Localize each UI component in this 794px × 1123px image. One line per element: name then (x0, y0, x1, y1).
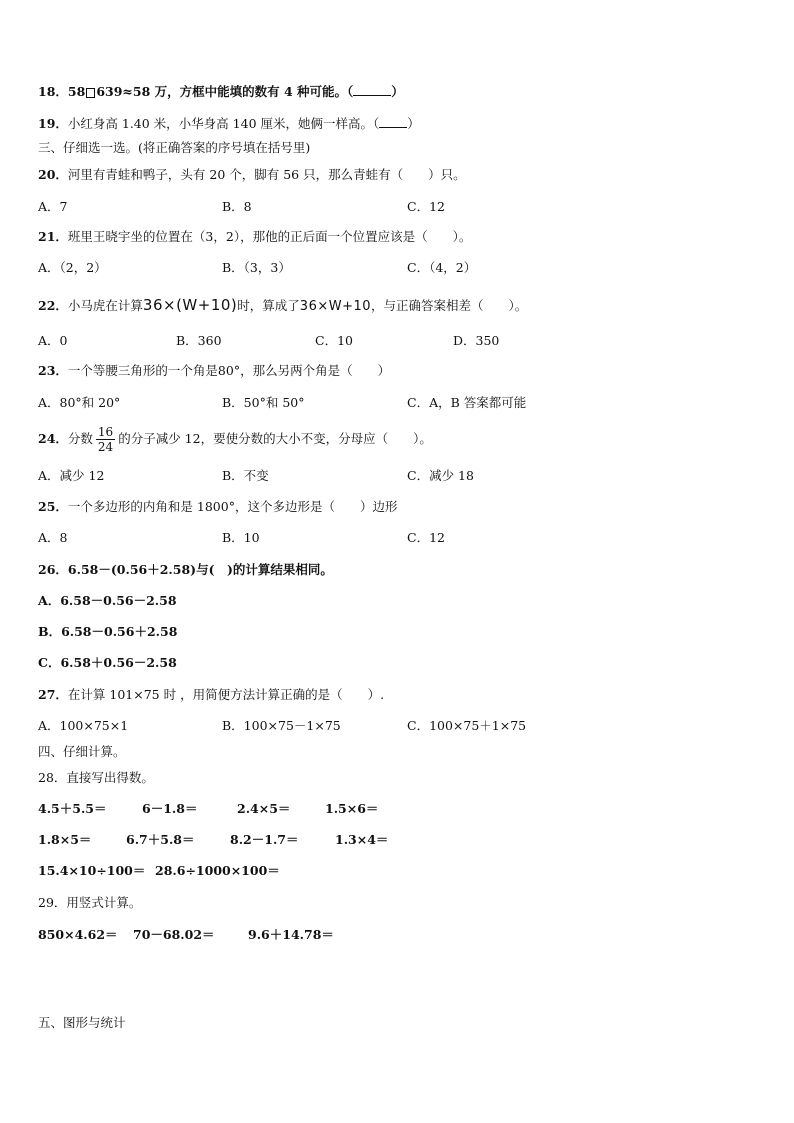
expression-image-2: 36×W+10 (299, 299, 372, 314)
calc-item: 1.5×6＝ (325, 801, 379, 816)
q22-option-d[interactable]: D．350 (453, 333, 500, 348)
calc-item: 6.7＋5.8＝ (126, 832, 195, 847)
q21-option-c[interactable]: C．（4，2） (407, 260, 477, 275)
question-24: 24．分数 $\frac{16}{24}$ 的分子减少 12，要使分数的大小不变，分母应（ ）。 (38, 425, 432, 454)
calc-item: 1.8×5＝ (38, 832, 92, 847)
q20-option-a[interactable]: A．7 (38, 199, 68, 214)
square-box (86, 88, 95, 98)
q26-option-a[interactable]: A．6.58－0.56－2.58 (38, 593, 177, 608)
calc-item: 28.6÷1000×100＝ (155, 863, 280, 878)
q24-option-b[interactable]: B．不变 (222, 468, 269, 483)
question-27: 27．在计算 101×75 时 ，用简便方法计算正确的是（ ）. (38, 687, 385, 702)
q27-option-b[interactable]: B．100×75－1×75 (222, 718, 341, 733)
question-21: 21．班里王晓宇坐的位置在（3，2），那他的正后面一个位置应该是（ ）。 (38, 229, 472, 244)
q21-option-a[interactable]: A．（2，2） (38, 260, 107, 275)
q25-option-c[interactable]: C．12 (407, 530, 445, 545)
q22-option-a[interactable]: A．0 (38, 333, 68, 348)
q23-option-c[interactable]: C．A，B 答案都可能 (407, 395, 527, 410)
question-20: 20．河里有青蛙和鸭子，头有 20 个，脚有 56 只，那么青蛙有（ ）只。 (38, 167, 466, 182)
calc-item: 2.4×5＝ (237, 801, 291, 816)
expression-image-1: 36×(W+10) (142, 296, 238, 314)
q20-option-b[interactable]: B．8 (222, 199, 252, 214)
section-5-title: 五、图形与统计 (38, 1015, 126, 1030)
q22-option-b[interactable]: B．360 (176, 333, 222, 348)
answer-blank-19[interactable] (379, 115, 407, 128)
q26-option-b[interactable]: B．6.58－0.56＋2.58 (38, 624, 178, 639)
q21-option-b[interactable]: B．（3，3） (222, 260, 291, 275)
question-28-title: 28．直接写出得数。 (38, 770, 154, 785)
question-23: 23．一个等腰三角形的一个角是80°，那么另两个角是（ ） (38, 363, 391, 378)
question-18: 18．58 639≈58 万，方框中能填的数有 4 种可能。（ ） (38, 84, 404, 99)
q24-option-c[interactable]: C．减少 18 (407, 468, 474, 483)
q26-option-c[interactable]: C．6.58＋0.56－2.58 (38, 655, 177, 670)
q25-option-a[interactable]: A．8 (38, 530, 68, 545)
answer-blank-18[interactable] (353, 83, 391, 96)
calc-item: 6－1.8＝ (142, 801, 198, 816)
q27-option-c[interactable]: C．100×75＋1×75 (407, 718, 527, 733)
calc-item: 1.3×4＝ (335, 832, 389, 847)
calc-item: 8.2－1.7＝ (230, 832, 299, 847)
q20-option-c[interactable]: C．12 (407, 199, 445, 214)
question-19: 19．小红身高 1.40 米，小华身高 140 厘米，她俩一样高。（ ） (38, 116, 420, 131)
section-3-title: 三、仔细选一选。(将正确答案的序号填在括号里) (38, 140, 311, 155)
calc-item: 70－68.02＝ (133, 927, 215, 942)
q23-option-a[interactable]: A．80°和 20° (38, 395, 121, 410)
q23-option-b[interactable]: B．50°和 50° (222, 395, 305, 410)
q22-option-c[interactable]: C．10 (315, 333, 353, 348)
question-29-title: 29．用竖式计算。 (38, 895, 142, 910)
q24-option-a[interactable]: A．减少 12 (38, 468, 105, 483)
fraction: $\frac{16}{24}$ (97, 425, 114, 454)
q27-option-a[interactable]: A．100×75×1 (38, 718, 129, 733)
section-4-title: 四、仔细计算。 (38, 744, 126, 759)
calc-item: 9.6＋14.78＝ (248, 927, 334, 942)
question-25: 25．一个多边形的内角和是 1800°，这个多边形是（ ）边形 (38, 499, 398, 514)
calc-item: 4.5＋5.5＝ (38, 801, 107, 816)
q25-option-b[interactable]: B．10 (222, 530, 260, 545)
calc-item: 15.4×10÷100＝ (38, 863, 146, 878)
question-26: 26．6.58－(0.56＋2.58)与( )的计算结果相同。 (38, 562, 333, 577)
calc-item: 850×4.62＝ (38, 927, 118, 942)
question-22: 22．小马虎在计算36×(W+10)时，算成了36×W+10，与正确答案相差（ ）。 (38, 296, 528, 314)
